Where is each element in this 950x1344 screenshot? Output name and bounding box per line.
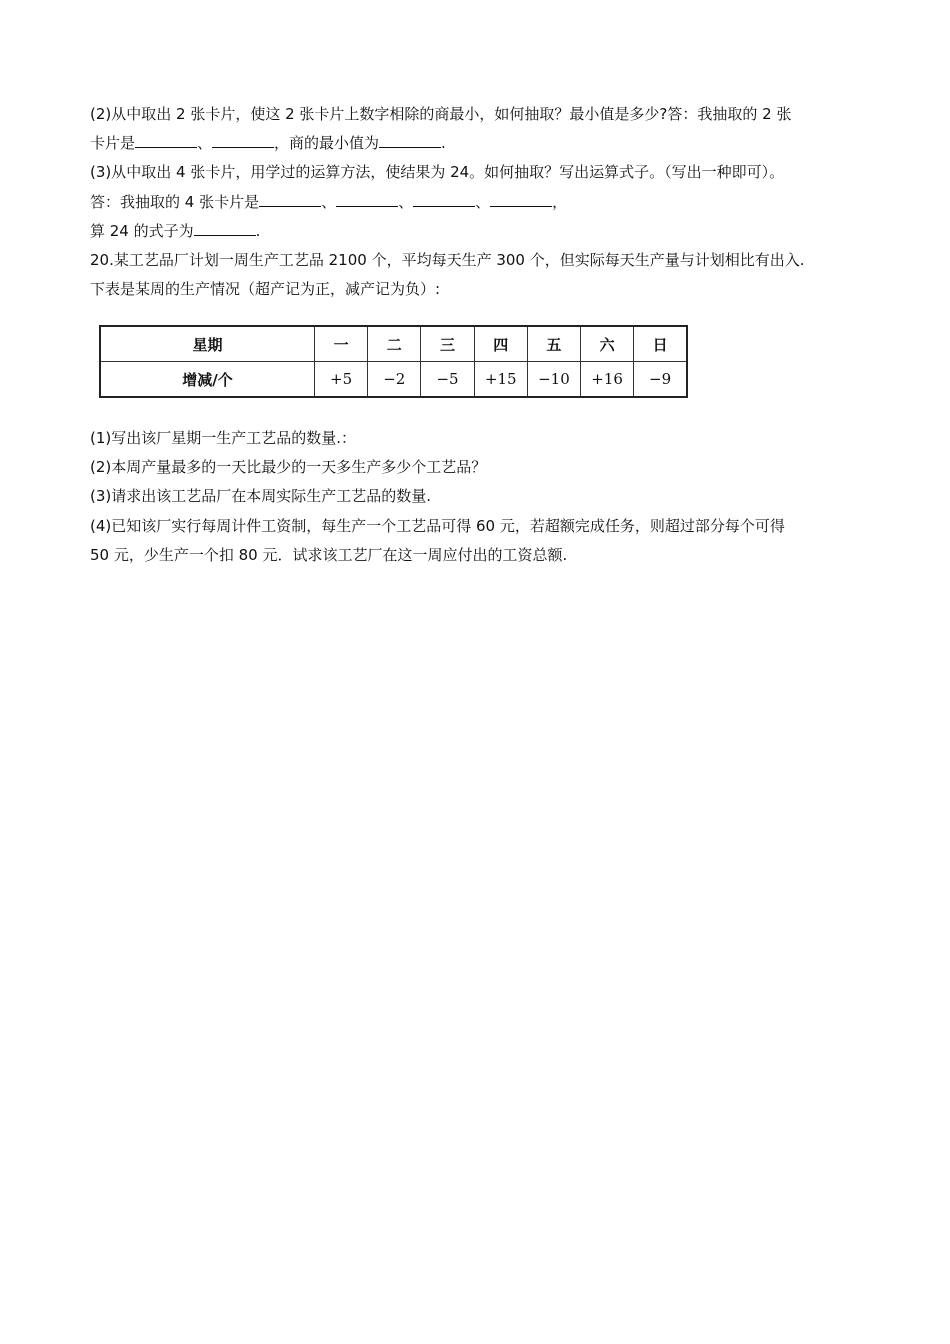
q20-intro-line1 <box>90 249 805 271</box>
value-mon: +5 <box>315 362 368 398</box>
q19-part2-text: (2)从中取出 2 张卡片，使这 2 张卡片上数字相除的商最小，如何抽取？最小值是多少?答：我抽取的 2 张 <box>90 105 792 123</box>
q19-part3-line2 <box>90 191 567 213</box>
answer-blank <box>490 192 552 207</box>
answer-blank <box>135 133 197 148</box>
day-tue: 二 <box>368 326 421 362</box>
row-label-weekday: 星期 <box>100 326 315 362</box>
q19-part3-line1 <box>90 161 784 183</box>
table-row-change <box>100 362 687 398</box>
period: . <box>441 134 446 152</box>
answer-blank <box>336 192 398 207</box>
value-tue: −2 <box>368 362 421 398</box>
q20-sub4-text: (4)已知该厂实行每周计件工资制，每生产一个工艺品可得 60 元，若超额完成任务，则超过部分每个可得 <box>90 517 785 535</box>
value-fri: −10 <box>527 362 580 398</box>
q20-sub1-text: (1)写出该厂星期一生产工艺品的数量.： <box>90 429 357 447</box>
production-table <box>99 325 688 398</box>
separator: 、 <box>475 193 491 211</box>
day-sat: 六 <box>581 326 634 362</box>
q20-intro-cont: 下表是某周的生产情况（超产记为正，减产记为负）: <box>90 280 441 298</box>
q20-sub4-line1 <box>90 515 785 537</box>
answer-blank <box>413 192 475 207</box>
separator: 、 <box>197 134 213 152</box>
table-row-weekday <box>100 326 687 362</box>
value-thu: +15 <box>474 362 527 398</box>
day-fri: 五 <box>527 326 580 362</box>
q20-sub2-text: (2)本周产量最多的一天比最少的一天多生产多少个工艺品？ <box>90 458 487 476</box>
separator: 、 <box>398 193 414 211</box>
day-wed: 三 <box>421 326 474 362</box>
q19-part3-text: (3)从中取出 4 张卡片，用学过的运算方法，使结果为 24。如何抽取？写出运算式子。（写出一种即可）。 <box>90 163 785 181</box>
q20-sub3-text: (3)请求出该工艺品厂在本周实际生产工艺品的数量. <box>90 487 432 505</box>
value-sun: −9 <box>634 362 687 398</box>
q19-part3-prefix: 答：我抽取的 4 张卡片是 <box>90 193 260 211</box>
period: . <box>255 222 261 240</box>
day-mon: 一 <box>315 326 368 362</box>
answer-blank <box>259 192 321 207</box>
q19-part2-line1 <box>90 103 791 125</box>
q20-sub1 <box>90 427 356 449</box>
value-sat: +16 <box>581 362 634 398</box>
day-thu: 四 <box>474 326 527 362</box>
day-sun: 日 <box>634 326 687 362</box>
q20-intro: 20.某工艺品厂计划一周生产工艺品 2100 个，平均每天生产 300 个，但实际每天生产量与计划相比有出入. <box>90 251 805 269</box>
q20-intro-line2 <box>90 278 440 300</box>
separator: 、 <box>321 193 337 211</box>
q19-part2-line2 <box>90 132 446 154</box>
q19-part3-formula-prefix: 算 24 的式子为 <box>90 222 194 240</box>
q20-sub2 <box>90 456 486 478</box>
q19-part3-line3 <box>90 220 260 242</box>
q19-part2-mid: ，商的最小值为 <box>274 134 380 152</box>
value-wed: −5 <box>421 362 474 398</box>
answer-blank <box>212 133 274 148</box>
q19-part2-prefix: 卡片是 <box>90 134 136 152</box>
row-label-change: 增减/个 <box>100 362 315 398</box>
q20-sub4-cont: 50 元，少生产一个扣 80 元．试求该工艺厂在这一周应付出的工资总额. <box>90 546 568 564</box>
q20-sub3 <box>90 485 431 507</box>
q20-sub4-line2 <box>90 544 567 566</box>
answer-blank <box>194 221 256 236</box>
answer-blank <box>379 133 441 148</box>
comma: ， <box>552 193 568 211</box>
